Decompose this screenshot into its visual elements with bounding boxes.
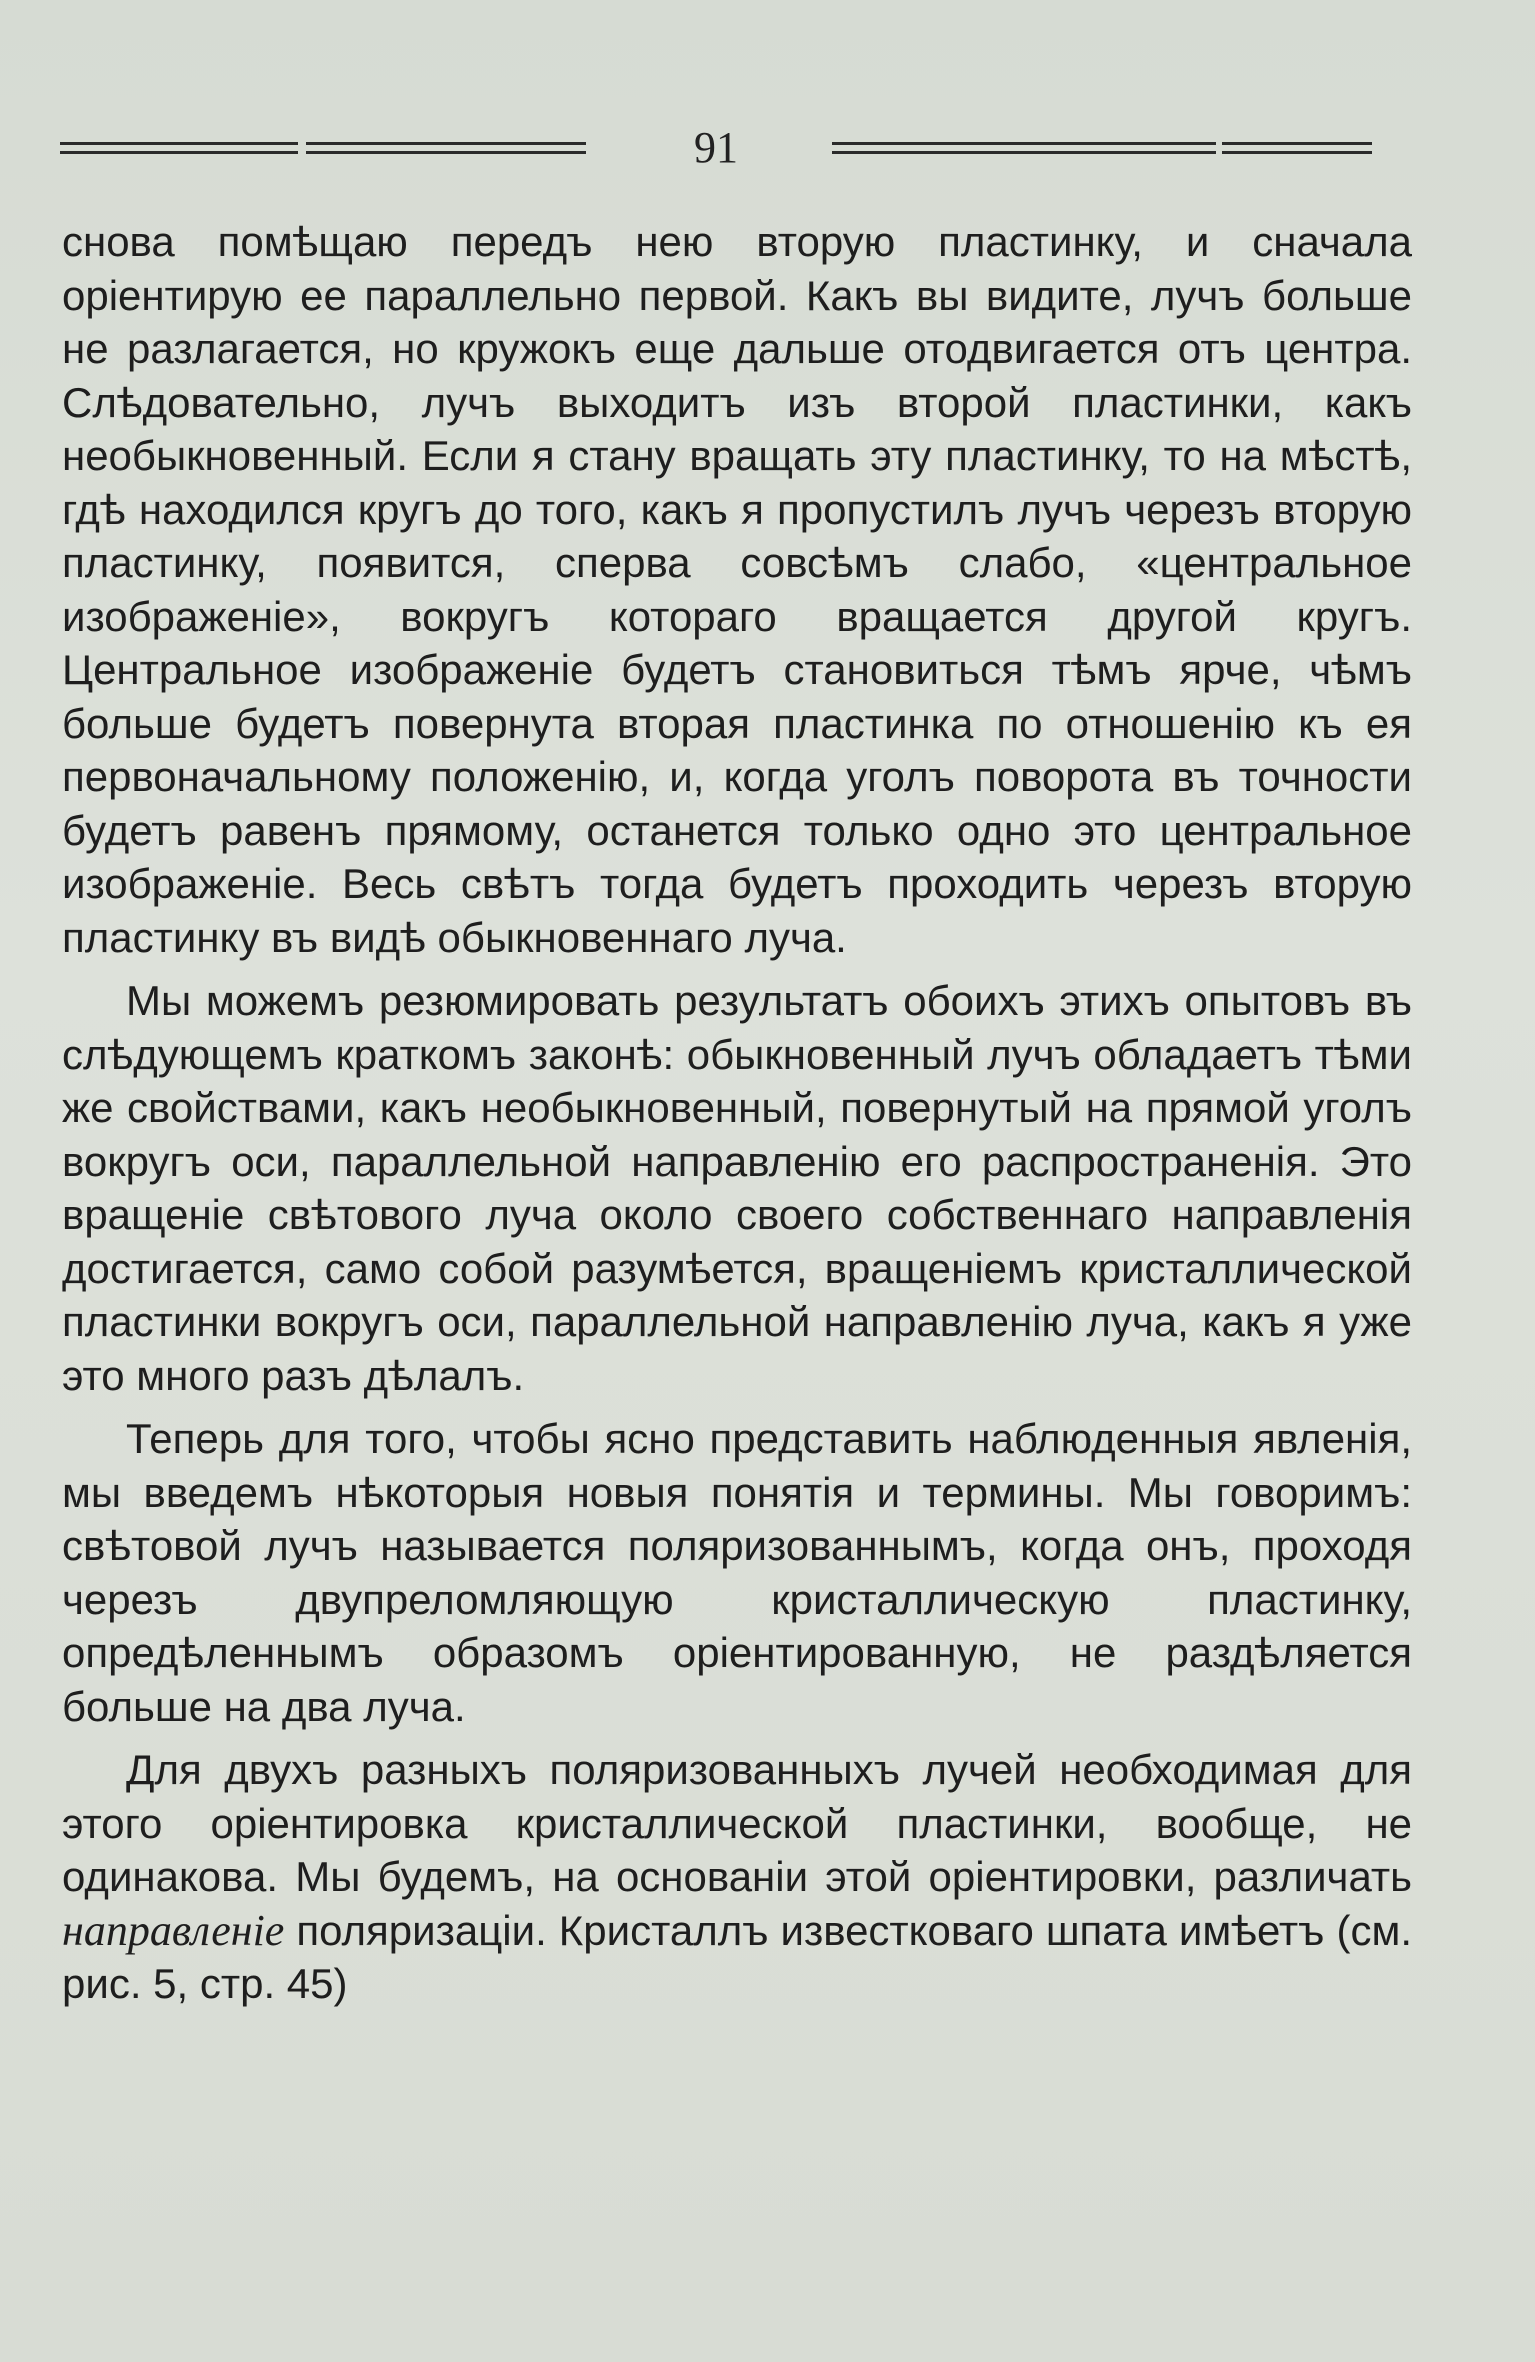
header-rule-left-inner (306, 142, 586, 154)
header-rule-right (1222, 142, 1372, 154)
header-rule-left (60, 142, 298, 154)
paragraph: снова помѣщаю передъ нею вторую пластинку, и сначала оріентирую ее параллельно первой. Какъ вы видите, лучъ больше не разлагается, но кружокъ еще дальше отодвигается отъ центра. Слѣдовательно, лучъ выходитъ изъ второй пластинки, какъ необыкновенный. Если я стану вращать эту пластинку, то на мѣстѣ, гдѣ находился кругъ до того, какъ я пропустилъ лучъ черезъ вторую пластинку, появится, сперва совсѣмъ слабо, «центральное изображеніе», вокругъ котораго вращается другой кругъ. Центральное изображеніе будетъ становиться тѣмъ ярче, чѣмъ больше будетъ повернута вторая пластинка по отношенію къ ея первоначальному положенію, и, когда уголъ поворота въ точности будетъ равенъ прямому, останется только одно это центральное изображеніе. Весь свѣтъ тогда будетъ проходить черезъ вторую пластинку въ видѣ обыкновеннаго луча. (62, 218, 1412, 961)
paragraph-text: поляризаціи. Кристаллъ известковаго шпата имѣетъ (см. рис. 5, стр. 45) (62, 1906, 1412, 2007)
page-header (60, 118, 1370, 178)
paragraph (62, 1743, 1412, 2011)
page-number: 91 (694, 123, 738, 172)
paragraph: Мы можемъ резюмировать результатъ обоихъ этихъ опытовъ въ слѣдующемъ краткомъ законѣ: обыкновенный лучъ обладаетъ тѣми же свойствами, какъ необыкновенный, повернутый на прямой уголъ вокругъ оси, параллельной направленію его распространенія. Это вращеніе свѣтового луча около своего собственнаго направленія достигается, само собой разумѣется, вращеніемъ кристаллической пластинки вокругъ оси, параллельной направленію луча, какъ я уже это много разъ дѣлалъ. (62, 977, 1412, 1399)
body-text (62, 215, 1412, 2021)
emphasized-term: направленіе (62, 1905, 285, 1955)
paragraph: Теперь для того, чтобы ясно представить наблюденныя явленія, мы введемъ нѣкоторыя новыя понятія и термины. Мы говоримъ: свѣтовой лучъ называется поляризованнымъ, когда онъ, проходя черезъ двупреломляющую кристаллическую пластинку, опредѣленнымъ образомъ оріентированную, не раздѣляется больше на два луча. (62, 1415, 1412, 1730)
header-rule-right-inner (832, 142, 1216, 154)
paragraph-text: Для двухъ разныхъ поляризованныхъ лучей необходимая для этого оріентировка кристаллической пластинки, вообще, не одинакова. Мы будемъ, на основаніи этой оріентировки, различать (62, 1746, 1412, 1900)
